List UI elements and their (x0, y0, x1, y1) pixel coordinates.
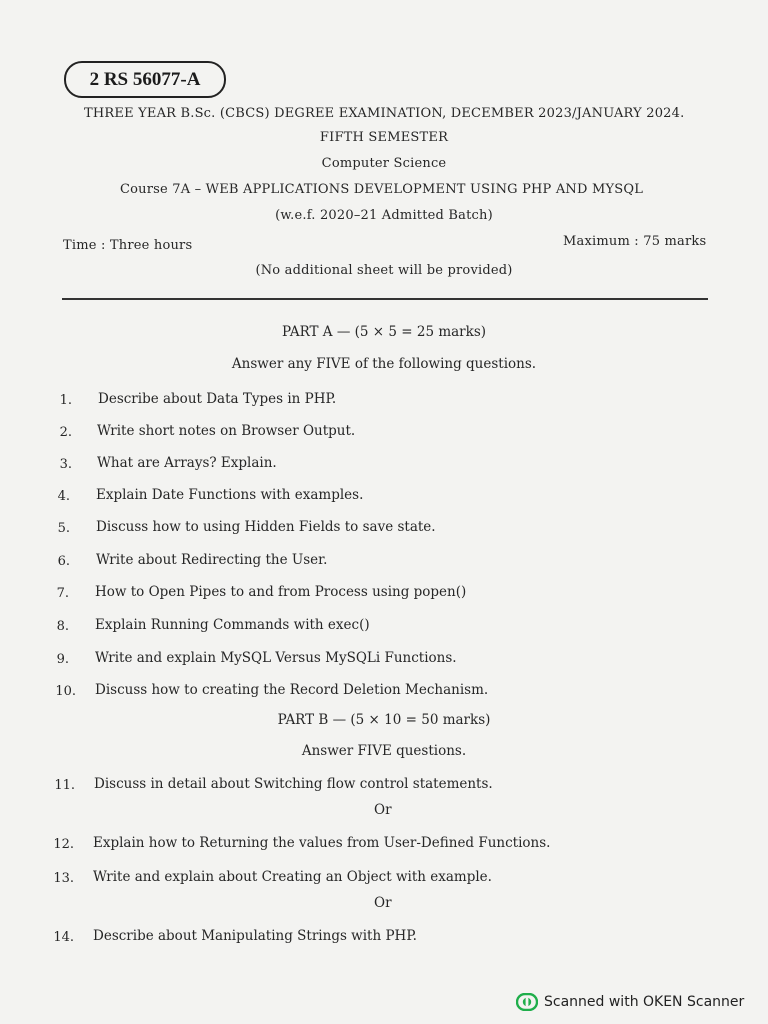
question-number: 4. (57, 489, 70, 504)
question-number: 1. (59, 393, 72, 408)
question-number: 10. (55, 684, 76, 699)
subject: Computer Science (321, 156, 447, 171)
part-b-instruction: Answer FIVE questions. (301, 743, 467, 759)
question-number: 8. (56, 619, 69, 634)
question-text: Explain Date Functions with examples. (96, 487, 364, 503)
question-number: 12. (53, 837, 74, 852)
question-number: 5. (57, 521, 70, 536)
paper-code-badge: 2 RS 56077-A (64, 61, 226, 98)
batch-note: (w.e.f. 2020–21 Admitted Batch) (275, 208, 493, 223)
maximum-marks: Maximum : 75 marks (563, 234, 707, 249)
sheet-note: (No additional sheet will be provided) (255, 263, 513, 278)
question-text: Discuss how to creating the Record Deletion Mechanism. (95, 682, 489, 698)
question-text: Explain how to Returning the values from User-Defined Functions. (93, 835, 551, 851)
question-text: Describe about Manipulating Strings with PHP. (93, 928, 417, 944)
exam-title: THREE YEAR B.Sc. (CBCS) DEGREE EXAMINATION, DECEMBER 2023/JANUARY 2024. (84, 106, 685, 121)
semester: FIFTH SEMESTER (319, 130, 449, 145)
question-text: Explain Running Commands with exec() (95, 617, 370, 633)
question-number: 14. (53, 930, 74, 945)
question-number: 3. (59, 457, 72, 472)
or-separator: Or (374, 802, 392, 818)
question-text: Describe about Data Types in PHP. (98, 391, 337, 407)
part-a-instruction: Answer any FIVE of the following questions. (231, 356, 537, 372)
header-divider (62, 298, 708, 300)
scanner-watermark (516, 991, 744, 1013)
question-text: Discuss in detail about Switching flow control statements. (94, 776, 493, 792)
question-number: 13. (53, 871, 74, 886)
time-allowed: Time : Three hours (63, 238, 193, 253)
question-number: 6. (57, 554, 70, 569)
question-text: Write and explain about Creating an Object with example. (93, 869, 492, 885)
part-a-title: PART A — (5 × 5 = 25 marks) (281, 324, 487, 340)
question-number: 11. (54, 778, 75, 793)
question-text: How to Open Pipes to and from Process using popen() (95, 584, 467, 600)
or-separator: Or (374, 895, 392, 911)
question-text: What are Arrays? Explain. (97, 455, 277, 471)
oken-scanner-logo-icon (516, 993, 538, 1011)
question-number: 9. (56, 652, 69, 667)
question-text: Write short notes on Browser Output. (97, 423, 356, 439)
part-b-title: PART B — (5 × 10 = 50 marks) (277, 712, 491, 728)
scanner-watermark-text: Scanned with OKEN Scanner (544, 994, 745, 1010)
question-text: Write about Redirecting the User. (96, 552, 328, 568)
course-title: Course 7A – WEB APPLICATIONS DEVELOPMENT USING PHP AND MYSQL (120, 182, 644, 197)
question-number: 2. (59, 425, 72, 440)
question-number: 7. (56, 586, 69, 601)
question-text: Write and explain MySQL Versus MySQLi Functions. (95, 650, 457, 666)
question-text: Discuss how to using Hidden Fields to save state. (96, 519, 436, 535)
